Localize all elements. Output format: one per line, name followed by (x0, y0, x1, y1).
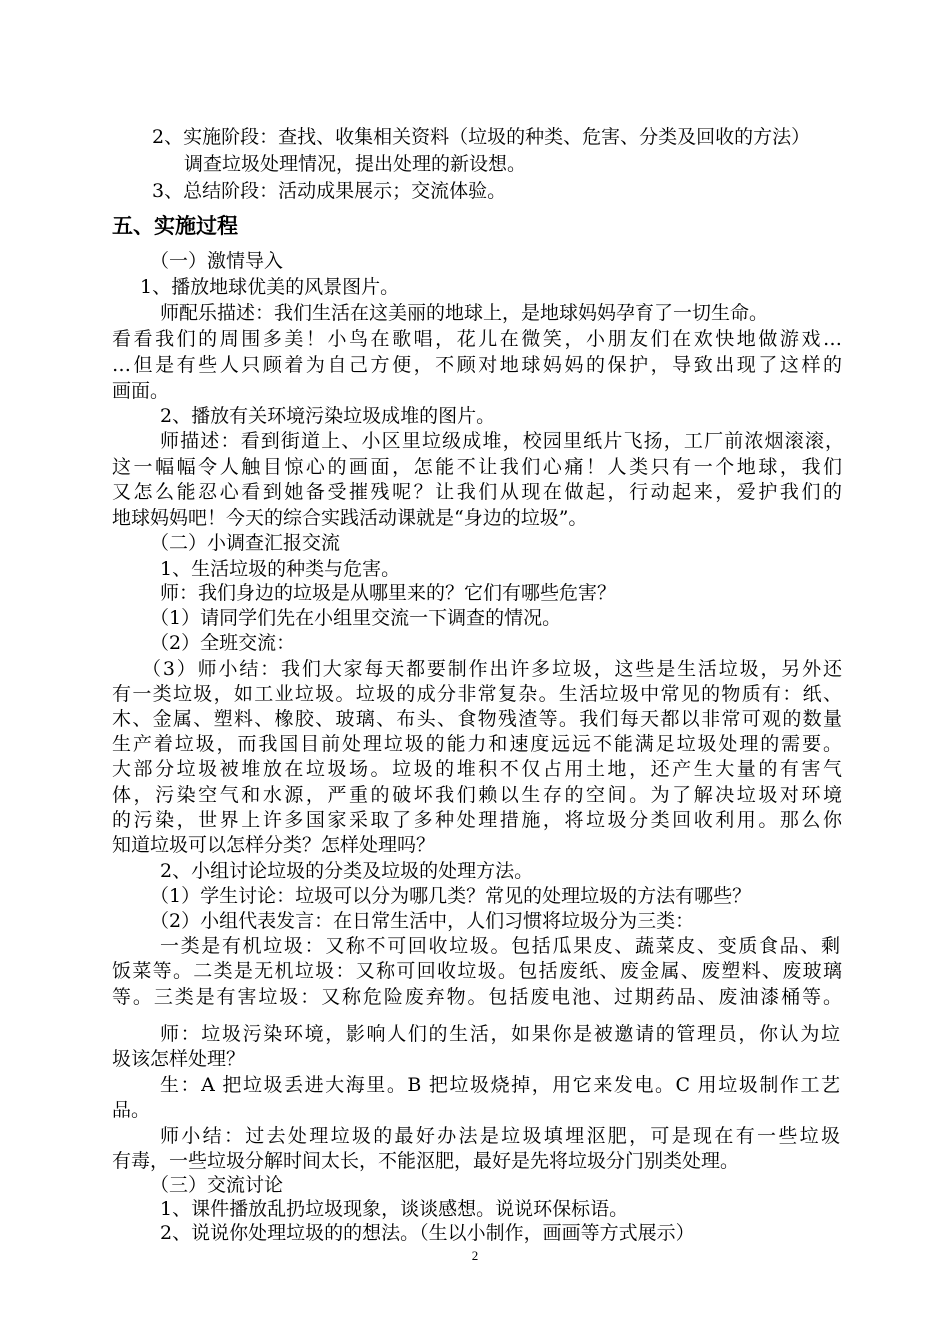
paragraph-line: 知道垃圾可以怎样分类？怎样处理吗？ (112, 834, 436, 856)
paragraph-line: 师：我们身边的垃圾是从哪里来的？它们有哪些危害？ (160, 582, 617, 604)
paragraph-line: 木、金属、塑料、橡胶、玻璃、布头、食物残渣等。我们每天都以非常可观的数量 (112, 708, 842, 730)
paragraph-line: 体，污染空气和水源，严重的破坏我们赖以生存的空间。为了解决垃圾对环境 (112, 784, 842, 806)
paragraph-line: （2）小组代表发言：在日常生活中，人们习惯将垃圾分为三类： (150, 910, 695, 932)
paragraph-line: 2、小组讨论垃圾的分类及垃圾的处理方法。 (160, 860, 534, 882)
paragraph-line: （3）师小结：我们大家每天都要制作出许多垃圾，这些是生活垃圾，另外还 (142, 658, 842, 680)
subsection-heading: （二）小调查汇报交流 (150, 532, 341, 554)
paragraph-line: 生：A 把垃圾丢进大海里。B 把垃圾烧掉，用它来发电。C 用垃圾制作工艺 (160, 1074, 840, 1096)
paragraph-line: （1）请同学们先在小组里交流一下调查的情况。 (150, 607, 562, 629)
paragraph-line: 一类是有机垃圾：又称不可回收垃圾。包括瓜果皮、蔬菜皮、变质食品、剩 (160, 935, 840, 957)
paragraph-line: 圾该怎样处理？ (112, 1048, 246, 1070)
paragraph-line: 1、课件播放乱扔垃圾现象，谈谈感想。说说环保标语。 (160, 1198, 629, 1220)
subsection-heading: （三）交流讨论 (150, 1174, 284, 1196)
paragraph-line: 3、总结阶段：活动成果展示；交流体验。 (152, 180, 507, 202)
paragraph-line: 2、实施阶段：查找、收集相关资料（垃圾的种类、危害、分类及回收的方法） (152, 126, 811, 148)
paragraph-line: …但是有些人只顾着为自己方便，不顾对地球妈妈的保护，导致出现了这样的 (112, 354, 842, 376)
paragraph-line: 又怎么能忍心看到她备受摧残呢？让我们从现在做起，行动起来，爱护我们的 (112, 481, 842, 503)
paragraph-line: 2、说说你处理垃圾的的想法。（生以小制作，画画等方式展示） (160, 1222, 695, 1244)
paragraph-line: 师描述：看到街道上、小区里垃级成堆，校园里纸片飞扬，工厂前浓烟滚滚， (160, 430, 844, 452)
paragraph-line: 生产着垃圾，而我国目前处理垃圾的能力和速度远远不能满足垃圾处理的需要。 (112, 733, 842, 755)
paragraph-line: 有一类垃圾，如工业垃圾。垃圾的成分非常复杂。生活垃圾中常见的物质有：纸、 (112, 683, 842, 705)
paragraph-line: 画面。 (112, 380, 170, 402)
paragraph-line: 师：垃圾污染环境，影响人们的生活，如果你是被邀请的管理员，你认为垃 (160, 1023, 840, 1045)
paragraph-line: 师配乐描述：我们生活在这美丽的地球上，是地球妈妈孕育了一切生命。 (160, 302, 769, 324)
paragraph-line: （2）全班交流： (150, 632, 296, 654)
section-heading: 五、实施过程 (112, 214, 238, 238)
paragraph-line: 大部分垃圾被堆放在垃圾场。垃圾的堆积不仅占用土地，还产生大量的有害气 (112, 758, 842, 780)
subsection-heading: （一）激情导入 (150, 250, 284, 272)
page-number: 2 (471, 1248, 479, 1263)
paragraph-line: 看看我们的周围多美！小鸟在歌唱，花儿在微笑，小朋友们在欢快地做游戏… (112, 328, 842, 350)
paragraph-line: 这一幅幅令人触目惊心的画面，怎能不让我们心痛！人类只有一个地球，我们 (112, 456, 842, 478)
paragraph-line: 等。三类是有害垃圾：又称危险废弃物。包括废电池、过期药品、废油漆桶等。 (112, 986, 842, 1008)
paragraph-line: 的污染，世界上许多国家采取了多种处理措施，将垃圾分类回收利用。那么你 (112, 809, 842, 831)
paragraph-line: 有毒，一些垃圾分解时间太长，不能沤肥，最好是先将垃圾分门别类处理。 (112, 1150, 740, 1172)
paragraph-line: 1、生活垃圾的种类与危害。 (160, 558, 401, 580)
paragraph-line: （1）学生讨论：垃圾可以分为哪几类？常见的处理垃圾的方法有哪些？ (150, 885, 752, 907)
paragraph-line: 2、播放有关环境污染垃圾成堆的图片。 (160, 405, 496, 427)
paragraph-line: 饭菜等。二类是无机垃圾：又称可回收垃圾。包括废纸、废金属、废塑料、废玻璃 (112, 960, 842, 982)
paragraph-line: 地球妈妈吧！今天的综合实践活动课就是“身边的垃圾”。 (112, 507, 588, 529)
paragraph-line: 1、播放地球优美的风景图片。 (140, 276, 400, 298)
paragraph-line: 师小结：过去处理垃圾的最好办法是垃圾填埋沤肥，可是现在有一些垃圾 (160, 1125, 840, 1147)
paragraph-line: 调查垃圾处理情况，提出处理的新设想。 (184, 153, 527, 175)
paragraph-line: 品。 (112, 1099, 151, 1121)
